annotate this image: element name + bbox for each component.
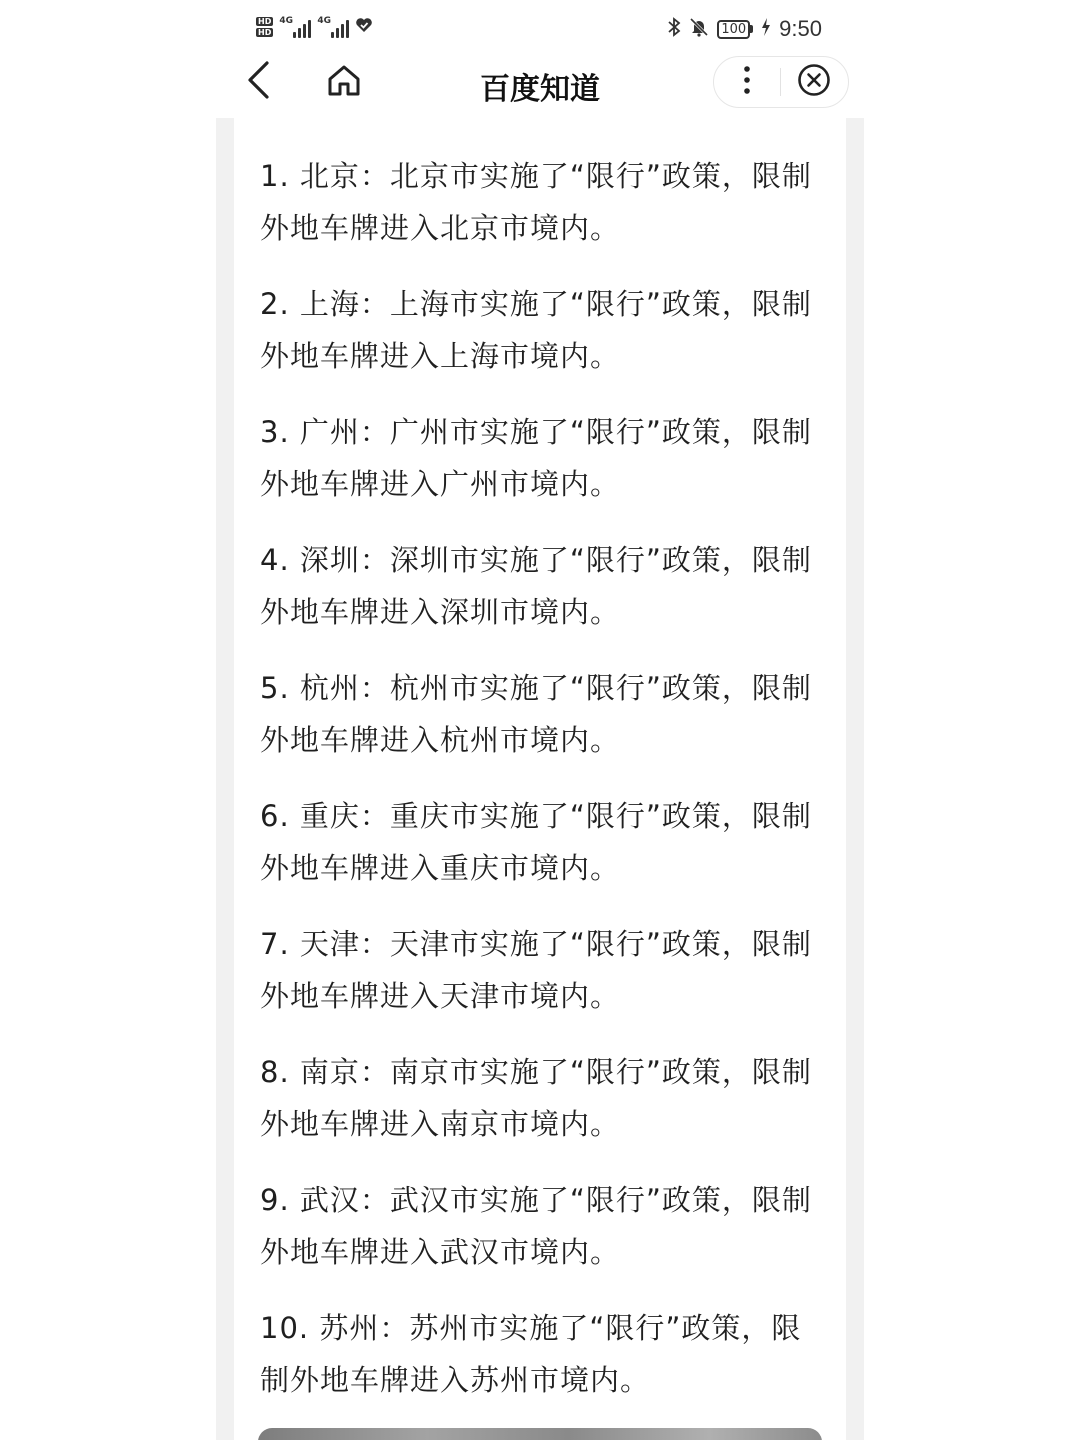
close-circle-icon — [797, 63, 831, 101]
list-item: 3. 广州：广州市实施了“限行”政策，限制外地车牌进入广州市境内。 — [260, 415, 812, 501]
app-header — [0, 60, 1080, 120]
hd-badges — [256, 17, 273, 37]
close-button[interactable] — [781, 57, 847, 107]
clock: 9:50 — [779, 16, 822, 41]
list-item: 9. 武汉：武汉市实施了“限行”政策，限制外地车牌进入武汉市境内。 — [260, 1183, 812, 1269]
battery-level: 100 — [717, 20, 750, 39]
home-icon — [326, 62, 362, 102]
network-type: 4G — [279, 16, 293, 26]
charging-icon — [761, 18, 771, 40]
list-item: 1. 北京：北京市实施了“限行”政策，限制外地车牌进入北京市境内。 — [260, 159, 812, 245]
battery-icon — [717, 20, 753, 39]
home-button[interactable] — [322, 60, 366, 104]
signal-strength-icon — [279, 16, 311, 38]
hd-badge: HD — [258, 28, 272, 37]
answer-list — [260, 150, 820, 1430]
list-item: 7. 天津：天津市实施了“限行”政策，限制外地车牌进入天津市境内。 — [260, 927, 812, 1013]
network-type: 4G — [317, 16, 331, 26]
list-item: 2. 上海：上海市实施了“限行”政策，限制外地车牌进入上海市境内。 — [260, 287, 812, 373]
bell-off-icon — [689, 17, 709, 41]
back-button[interactable] — [236, 60, 280, 104]
status-right — [667, 16, 822, 42]
page-title: 百度知道 — [480, 72, 600, 107]
image-preview[interactable] — [258, 1428, 822, 1440]
list-item: 4. 深圳：深圳市实施了“限行”政策，限制外地车牌进入深圳市境内。 — [260, 543, 812, 629]
list-item: 8. 南京：南京市实施了“限行”政策，限制外地车牌进入南京市境内。 — [260, 1055, 812, 1141]
status-left — [256, 16, 373, 38]
mini-program-capsule — [713, 56, 849, 108]
list-item: 5. 杭州：杭州市实施了“限行”政策，限制外地车牌进入杭州市境内。 — [260, 671, 812, 757]
hd-badge: HD — [258, 17, 272, 26]
bluetooth-icon — [667, 17, 681, 41]
status-bar — [0, 0, 1080, 60]
list-item: 6. 重庆：重庆市实施了“限行”政策，限制外地车牌进入重庆市境内。 — [260, 799, 812, 885]
signal-strength-icon — [317, 16, 349, 38]
more-vertical-icon — [743, 65, 751, 99]
heart-icon — [355, 17, 373, 37]
more-button[interactable] — [714, 57, 780, 107]
chevron-left-icon — [245, 60, 271, 104]
list-item: 10. 苏州：苏州市实施了“限行”政策，限制外地车牌进入苏州市境内。 — [260, 1311, 802, 1397]
